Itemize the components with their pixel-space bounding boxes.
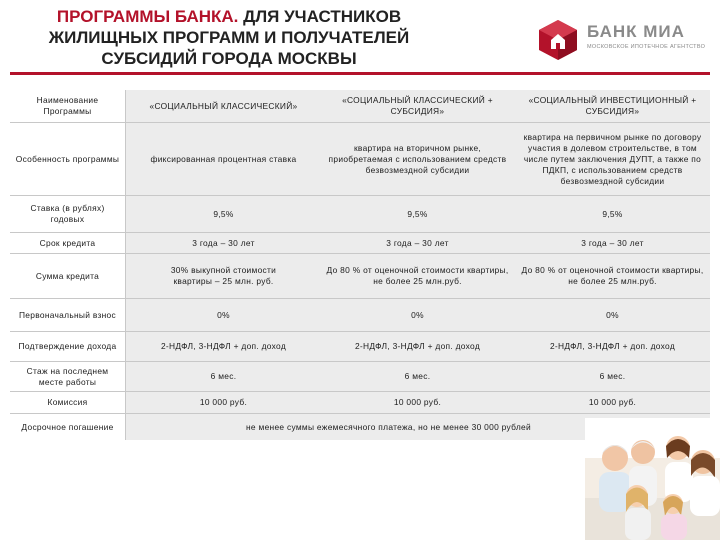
house-cube-logo-icon — [535, 18, 581, 62]
title-underline — [10, 72, 710, 75]
family-photo — [585, 418, 720, 540]
table-row-features — [10, 123, 710, 195]
table-row-term — [10, 233, 710, 253]
table-row-amount — [10, 254, 710, 298]
cell-value: квартира на вторичном рынке, приобретаемая с использованием средств безвозмездной субсидии — [328, 142, 507, 175]
cell-value: 3 года – 30 лет — [386, 237, 449, 248]
title-part-1: ДЛЯ УЧАСТНИКОВ — [238, 7, 402, 26]
cell-value: До 80 % от оценочной стоимости квартиры, не более 25 млн.руб. — [521, 265, 704, 286]
title-highlight: ПРОГРАММЫ БАНКА. — [56, 7, 239, 26]
cell-value: 6 мес. — [210, 371, 237, 381]
cell-value: До 80 % от оценочной стоимости квартиры, не более 25 млн.руб. — [326, 265, 509, 286]
logo-subtitle: МОСКОВСКОЕ ИПОТЕЧНОЕ АГЕНТСТВО — [587, 44, 706, 50]
cell-value: 6 мес. — [404, 371, 431, 381]
cell-value: 6 мес. — [599, 371, 626, 381]
row-label: Ставка (в рублях) годовых — [10, 196, 126, 232]
cell-value: 3 года – 30 лет — [192, 237, 255, 248]
cell-value: 0% — [411, 309, 424, 320]
cell-value: квартира на первичном рынке по договору участия в долевом строительстве, в том числе путем заключения ДУПТ, а также по ПДКП, с использованием средств безвозмездной субсидии — [523, 131, 702, 186]
programs-table — [10, 90, 710, 440]
row-label: Первоначальный взнос — [10, 299, 126, 331]
page-title — [14, 6, 444, 69]
cell-value: не менее суммы ежемесячного платежа, но не менее 30 000 рублей — [246, 421, 531, 432]
title-part-3: СУБСИДИЙ ГОРОДА МОСКВЫ — [101, 49, 357, 68]
family-photo-icon — [585, 418, 720, 540]
program-name-2: «СОЦИАЛЬНЫЙ КЛАССИЧЕСКИЙ + СУБСИДИЯ» — [342, 95, 493, 116]
row-label: Досрочное погашение — [10, 414, 126, 440]
program-name-1: «СОЦИАЛЬНЫЙ КЛАССИЧЕСКИЙ» — [149, 100, 298, 111]
cell-value: 0% — [606, 309, 619, 320]
row-label: Подтверждение дохода — [10, 332, 126, 361]
program-name-3: «СОЦИАЛЬНЫЙ ИНВЕСТИЦИОННЫЙ + СУБСИДИЯ» — [528, 95, 697, 116]
cell-value: 0% — [217, 309, 230, 320]
row-label: Стаж на последнем месте работы — [10, 362, 126, 391]
cell-value: фиксированная процентная ставка — [150, 153, 297, 164]
cell-value: 2-НДФЛ, 3-НДФЛ + доп. доход — [160, 341, 287, 351]
row-label: Особенность программы — [10, 123, 126, 195]
cell-value: 30% выкупной стоимости квартиры – 25 млн. руб. — [170, 265, 277, 286]
table-row-commission — [10, 392, 710, 413]
table-row-experience — [10, 362, 710, 391]
cell-value: 2-НДФЛ, 3-НДФЛ + доп. доход — [549, 341, 676, 351]
row-label: Сумма кредита — [10, 254, 126, 298]
cell-value: 2-НДФЛ, 3-НДФЛ + доп. доход — [354, 341, 481, 351]
bank-logo — [535, 18, 710, 62]
cell-value: 9,5% — [407, 208, 428, 219]
row-label: Срок кредита — [10, 233, 126, 253]
table-row-income-proof — [10, 332, 710, 361]
cell-value: 10 000 руб. — [393, 397, 442, 407]
title-part-2: ЖИЛИЩНЫХ ПРОГРАММ И ПОЛУЧАТЕЛЕЙ — [48, 28, 410, 47]
table-row-down-payment — [10, 299, 710, 331]
cell-value: 9,5% — [213, 208, 234, 219]
row-label: Наименование Программы — [10, 90, 126, 122]
table-header-row — [10, 90, 710, 122]
cell-value: 10 000 руб. — [199, 397, 248, 407]
logo-name: БАНК МИА — [587, 22, 685, 41]
cell-value: 9,5% — [602, 208, 623, 219]
cell-value: 10 000 руб. — [588, 397, 637, 407]
cell-value: 3 года – 30 лет — [581, 237, 644, 248]
row-label: Комиссия — [10, 392, 126, 413]
table-row-rate — [10, 196, 710, 232]
